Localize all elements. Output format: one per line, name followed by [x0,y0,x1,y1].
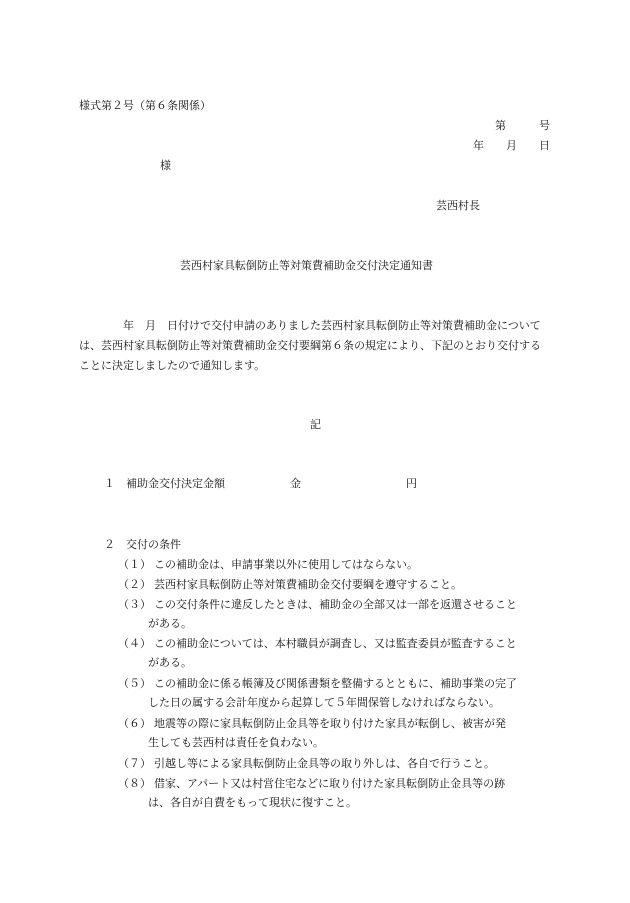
condition-text-continued: は、各自が自費をもって現状に復すこと。 [148,796,357,809]
condition-4 [118,634,554,672]
condition-number: （４） [118,637,151,650]
document-title: 芸西村家具転倒防止等対策費補助金交付決定通知書 [180,259,433,272]
condition-number: （５） [118,677,151,690]
condition-number: （７） [118,757,151,770]
issuer-name: 芸西村長 [436,199,480,212]
condition-2 [118,575,554,594]
body-paragraph [79,316,549,376]
condition-3 [118,595,554,633]
condition-text: 地震等の際に家具転倒防止金具等を取り付けた家具が転倒し、被害が発 [154,717,506,730]
condition-text: 芸西村家具転倒防止等対策費補助金交付要綱を遵守すること。 [154,578,462,591]
condition-5 [118,674,554,712]
condition-text: 借家、アパート又は村営住宅などに取り付けた家具転倒防止金具等の跡 [154,777,506,790]
condition-text-continued: がある。 [148,656,192,669]
condition-text: 引越し等による家具転倒防止金具等の取り外しは、各自で行うこと。 [154,757,495,770]
condition-text-continued: 生しても芸西村は責任を負わない。 [148,736,324,749]
condition-text-continued: がある。 [148,617,192,630]
item1-yen: 円 [406,477,417,490]
ki-heading: 記 [310,418,321,431]
item2-label: ２ 交付の条件 [104,538,181,551]
item1-label: １ 補助金交付決定金額 [104,477,225,490]
addressee: 様 [160,159,171,172]
condition-number: （３） [118,598,151,611]
condition-1 [118,555,554,574]
item1-kin: 金 [290,477,301,490]
condition-text: この補助金は、申請事業以外に使用してはならない。 [154,558,418,571]
condition-6 [118,714,554,752]
document-number: 第 号 [495,119,550,132]
condition-7 [118,754,554,773]
condition-text-continued: した日の属する会計年度から起算して５年間保管しなければならない。 [148,696,500,709]
condition-text: この補助金に係る帳簿及び関係書類を整備するとともに、補助事業の完了 [154,677,517,690]
condition-number: （６） [118,717,151,730]
condition-number: （２） [118,578,151,591]
condition-text: この補助金については、本村職員が調査し、又は監査委員が監査すること [154,637,517,650]
body-text: 年 月 日付けで交付申請のありました芸西村家具転倒防止等対策費補助金については、芸西村家具転倒防止等対策費補助金交付要綱第６条の規定により、下記のとおり交付することに決定しましたので通知します。 [79,319,541,372]
condition-text: この交付条件に違反したときは、補助金の全部又は一部を返還させること [154,598,517,611]
condition-number: （８） [118,777,151,790]
form-label: 様式第２号（第６条関係） [79,99,211,112]
document-date: 年 月 日 [473,139,550,152]
condition-8 [118,774,554,812]
condition-number: （１） [118,558,151,571]
